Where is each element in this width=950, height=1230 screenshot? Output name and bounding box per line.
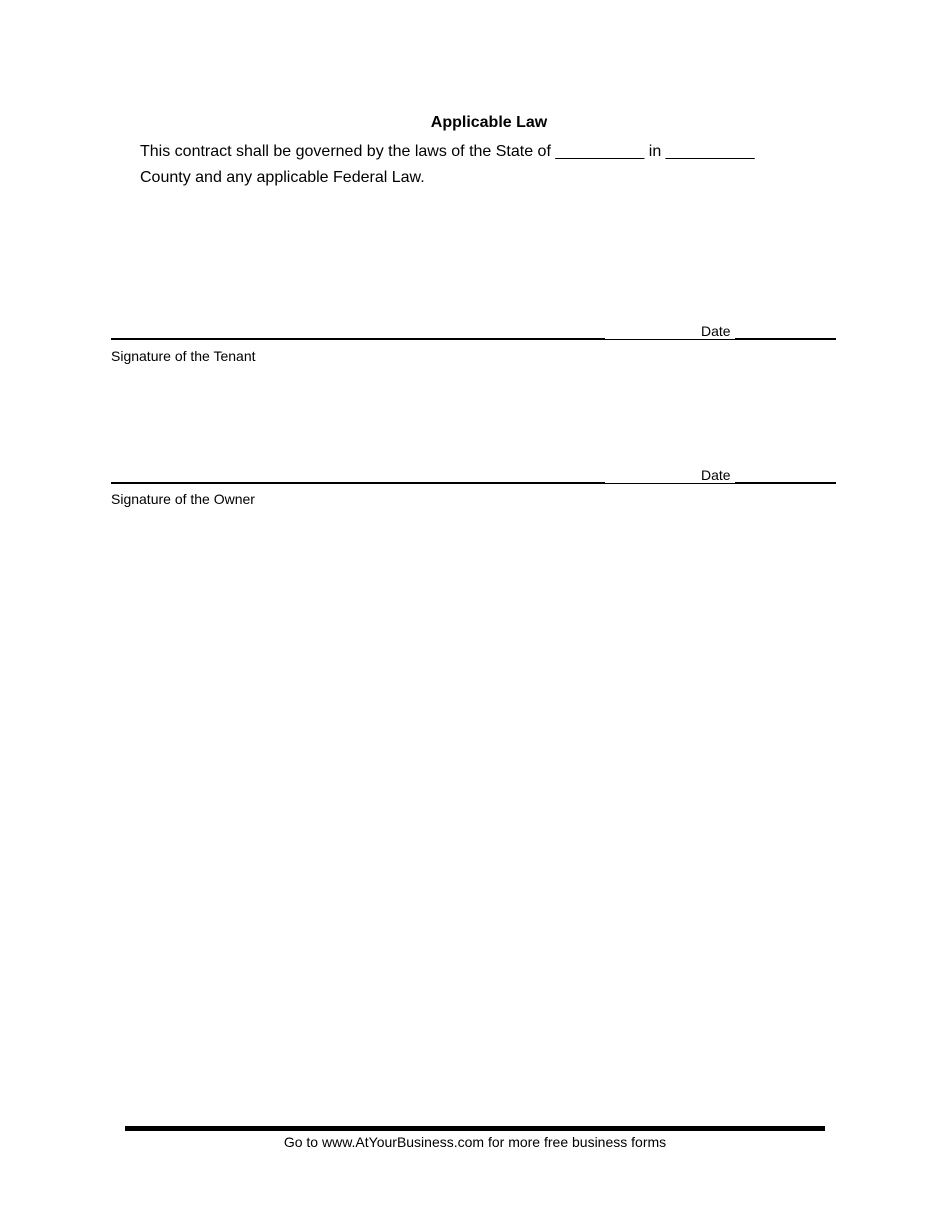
tenant-signature-line bbox=[111, 338, 605, 340]
owner-signature-caption: Signature of the Owner bbox=[111, 491, 255, 507]
tenant-date-label: Date bbox=[701, 323, 731, 339]
tenant-signature-row bbox=[111, 320, 836, 340]
owner-date-line bbox=[735, 482, 836, 484]
paragraph-line-2: County and any applicable Federal Law. bbox=[140, 169, 425, 186]
tenant-date-line bbox=[735, 338, 836, 340]
footer-rule bbox=[125, 1126, 825, 1131]
owner-date-label: Date bbox=[701, 467, 731, 483]
footer-text: Go to www.AtYourBusiness.com for more free business forms bbox=[283, 1134, 667, 1150]
governing-law-paragraph bbox=[140, 139, 820, 191]
owner-signature-row bbox=[111, 464, 836, 484]
owner-spacer-line bbox=[605, 483, 735, 484]
section-heading: Applicable Law bbox=[430, 114, 548, 131]
paragraph-line-1: This contract shall be governed by the laws of the State of __________ in __________ bbox=[140, 143, 755, 160]
owner-signature-line bbox=[111, 482, 605, 484]
tenant-signature-caption: Signature of the Tenant bbox=[111, 348, 256, 364]
tenant-spacer-line bbox=[605, 339, 735, 340]
